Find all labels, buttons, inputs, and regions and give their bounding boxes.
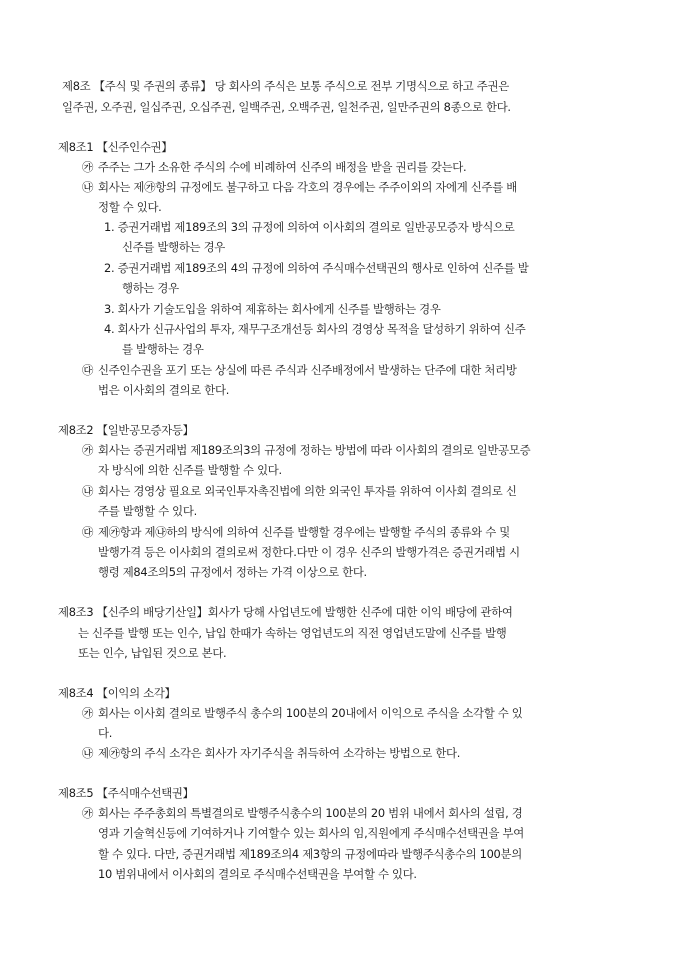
clause-marker: ㉯ xyxy=(82,180,94,194)
article-8-1-item-4-line-1: 4. 회사가 신규사업의 투자, 재무구조개선등 회사의 경영상 목적을 달성하기 위하여 신주 xyxy=(104,322,526,336)
article-8-2-para-3-line-2: 발행가격 등은 이사회의 결의로써 정한다.다만 이 경우 신주의 발행가격은 증권거래법 시 xyxy=(98,545,520,559)
article-8-2-para-1-line-2: 자 방식에 의한 신주를 발행할 수 있다. xyxy=(98,463,282,477)
clause-marker: ㉰ xyxy=(82,525,94,539)
article-8-2-heading: 제8조2 【일반공모증자등】 xyxy=(58,423,194,437)
article-8-1-para-1: ㉮ 주주는 그가 소유한 주식의 수에 비례하여 신주의 배정을 받을 권리를 갖는다. xyxy=(82,160,467,174)
article-8-5-heading: 제8조5 【주식매수선택권】 xyxy=(58,786,194,800)
clause-marker: ㉮ xyxy=(82,160,94,174)
article-8-3-line-3: 또는 인수, 납입된 것으로 본다. xyxy=(78,646,227,660)
clause-marker: ㉮ xyxy=(82,443,94,457)
clause-marker: ㉮ xyxy=(82,806,94,820)
article-8-2-para-2-line-2: 주를 발행할 수 있다. xyxy=(98,504,197,518)
clause-marker: ㉮ xyxy=(82,706,94,720)
article-8-1-item-3: 3. 회사가 기술도입을 위하여 제휴하는 회사에게 신주를 발행하는 경우 xyxy=(104,302,441,316)
article-8-2-para-1-line-1: ㉮ 회사는 증권거래법 제189조의3의 규정에 정하는 방법에 따라 이사회의 결의로 일반공모증 xyxy=(82,443,531,457)
article-8-4-heading: 제8조4 【이익의 소각】 xyxy=(58,686,176,700)
article-8-2-para-3-line-1: ㉰ 제㉮항과 제㉯하의 방식에 의하여 신주를 발행할 경우에는 발행할 주식의 종류와 수 및 xyxy=(82,525,510,539)
article-8-5-para-1-line-3: 할 수 있다. 다만, 증권거래법 제189조의4 제3항의 규정에따라 발행주식총수의 100분의 xyxy=(98,847,522,861)
clause-marker: ㉯ xyxy=(82,746,94,760)
article-8-line-2: 일주권, 오주권, 일십주권, 오십주권, 일백주권, 오백주권, 일천주권, 일만주권의 8종으로 한다. xyxy=(62,100,511,114)
article-8-2-para-3-line-3: 행령 제84조의5의 규정에서 정하는 가격 이상으로 한다. xyxy=(98,565,367,579)
article-8-1-item-2-line-1: 2. 증권거래법 제189조의 4의 규정에 의하여 주식매수선택권의 행사로 인하여 신주를 발 xyxy=(104,261,529,275)
article-8-5-para-1-line-4: 10 범위내에서 이사회의 결의로 주식매수선택권을 부여할 수 있다. xyxy=(98,867,417,881)
article-8-5-para-1-line-2: 영과 기술혁신등에 기여하거나 기여할수 있는 회사의 임,직원에게 주식매수선택권을 부여 xyxy=(98,826,524,840)
article-8-1-item-2-line-2: 행하는 경우 xyxy=(122,281,179,295)
article-8-2-para-2-line-1: ㉯ 회사는 경영상 필요로 외국인투자촉진법에 의한 외국인 투자를 위하여 이사회 결의로 신 xyxy=(82,484,517,498)
article-8-4-para-1-line-1: ㉮ 회사는 이사회 결의로 발행주식 총수의 100분의 20내에서 이익으로 주식을 소각할 수 있 xyxy=(82,706,523,720)
article-8-1-item-1-line-1: 1. 증권거래법 제189조의 3의 규정에 의하여 이사회의 결의로 일반공모증자 방식으로 xyxy=(104,220,515,234)
article-8-line-1: 제8조 【주식 및 주권의 종류】 당 회사의 주식은 보통 주식으로 전부 기명식으로 하고 주권은 xyxy=(62,79,509,93)
article-8-1-heading: 제8조1 【신주인수권】 xyxy=(58,140,173,154)
article-8-1-para-2-line-2: 정할 수 있다. xyxy=(98,200,162,214)
clause-marker: ㉰ xyxy=(82,363,94,377)
article-8-1-item-4-line-2: 를 발행하는 경우 xyxy=(122,342,204,356)
article-8-3-line-1: 제8조3 【신주의 배당기산일】회사가 당해 사업년도에 발행한 신주에 대한 이익 배당에 관하여 xyxy=(58,605,513,619)
article-8-3-line-2: 는 신주를 발행 또는 인수, 납입 한때가 속하는 영업년도의 직전 영업년도말에 신주를 발행 xyxy=(78,626,507,640)
clause-marker: ㉯ xyxy=(82,484,94,498)
article-8-1-para-3-line-2: 법은 이사회의 결의로 한다. xyxy=(98,383,230,397)
article-8-4-para-1-line-2: 다. xyxy=(98,726,113,740)
article-8-1-item-1-line-2: 신주를 발행하는 경우 xyxy=(122,240,225,254)
article-8-1-para-2-line-1: ㉯ 회사는 제㉮항의 규정에도 불구하고 다음 각호의 경우에는 주주이외의 자에게 신주를 배 xyxy=(82,180,517,194)
article-8-4-para-2: ㉯ 제㉮항의 주식 소각은 회사가 자기주식을 취득하여 소각하는 방법으로 한다. xyxy=(82,746,461,760)
article-8-5-para-1-line-1: ㉮ 회사는 주주총회의 특별결의로 발행주식총수의 100분의 20 범위 내에서 회사의 설립, 경 xyxy=(82,806,523,820)
article-8-1-para-3-line-1: ㉰ 신주인수권을 포기 또는 상실에 따른 주식과 신주배정에서 발생하는 단주에 대한 처리방 xyxy=(82,363,517,377)
